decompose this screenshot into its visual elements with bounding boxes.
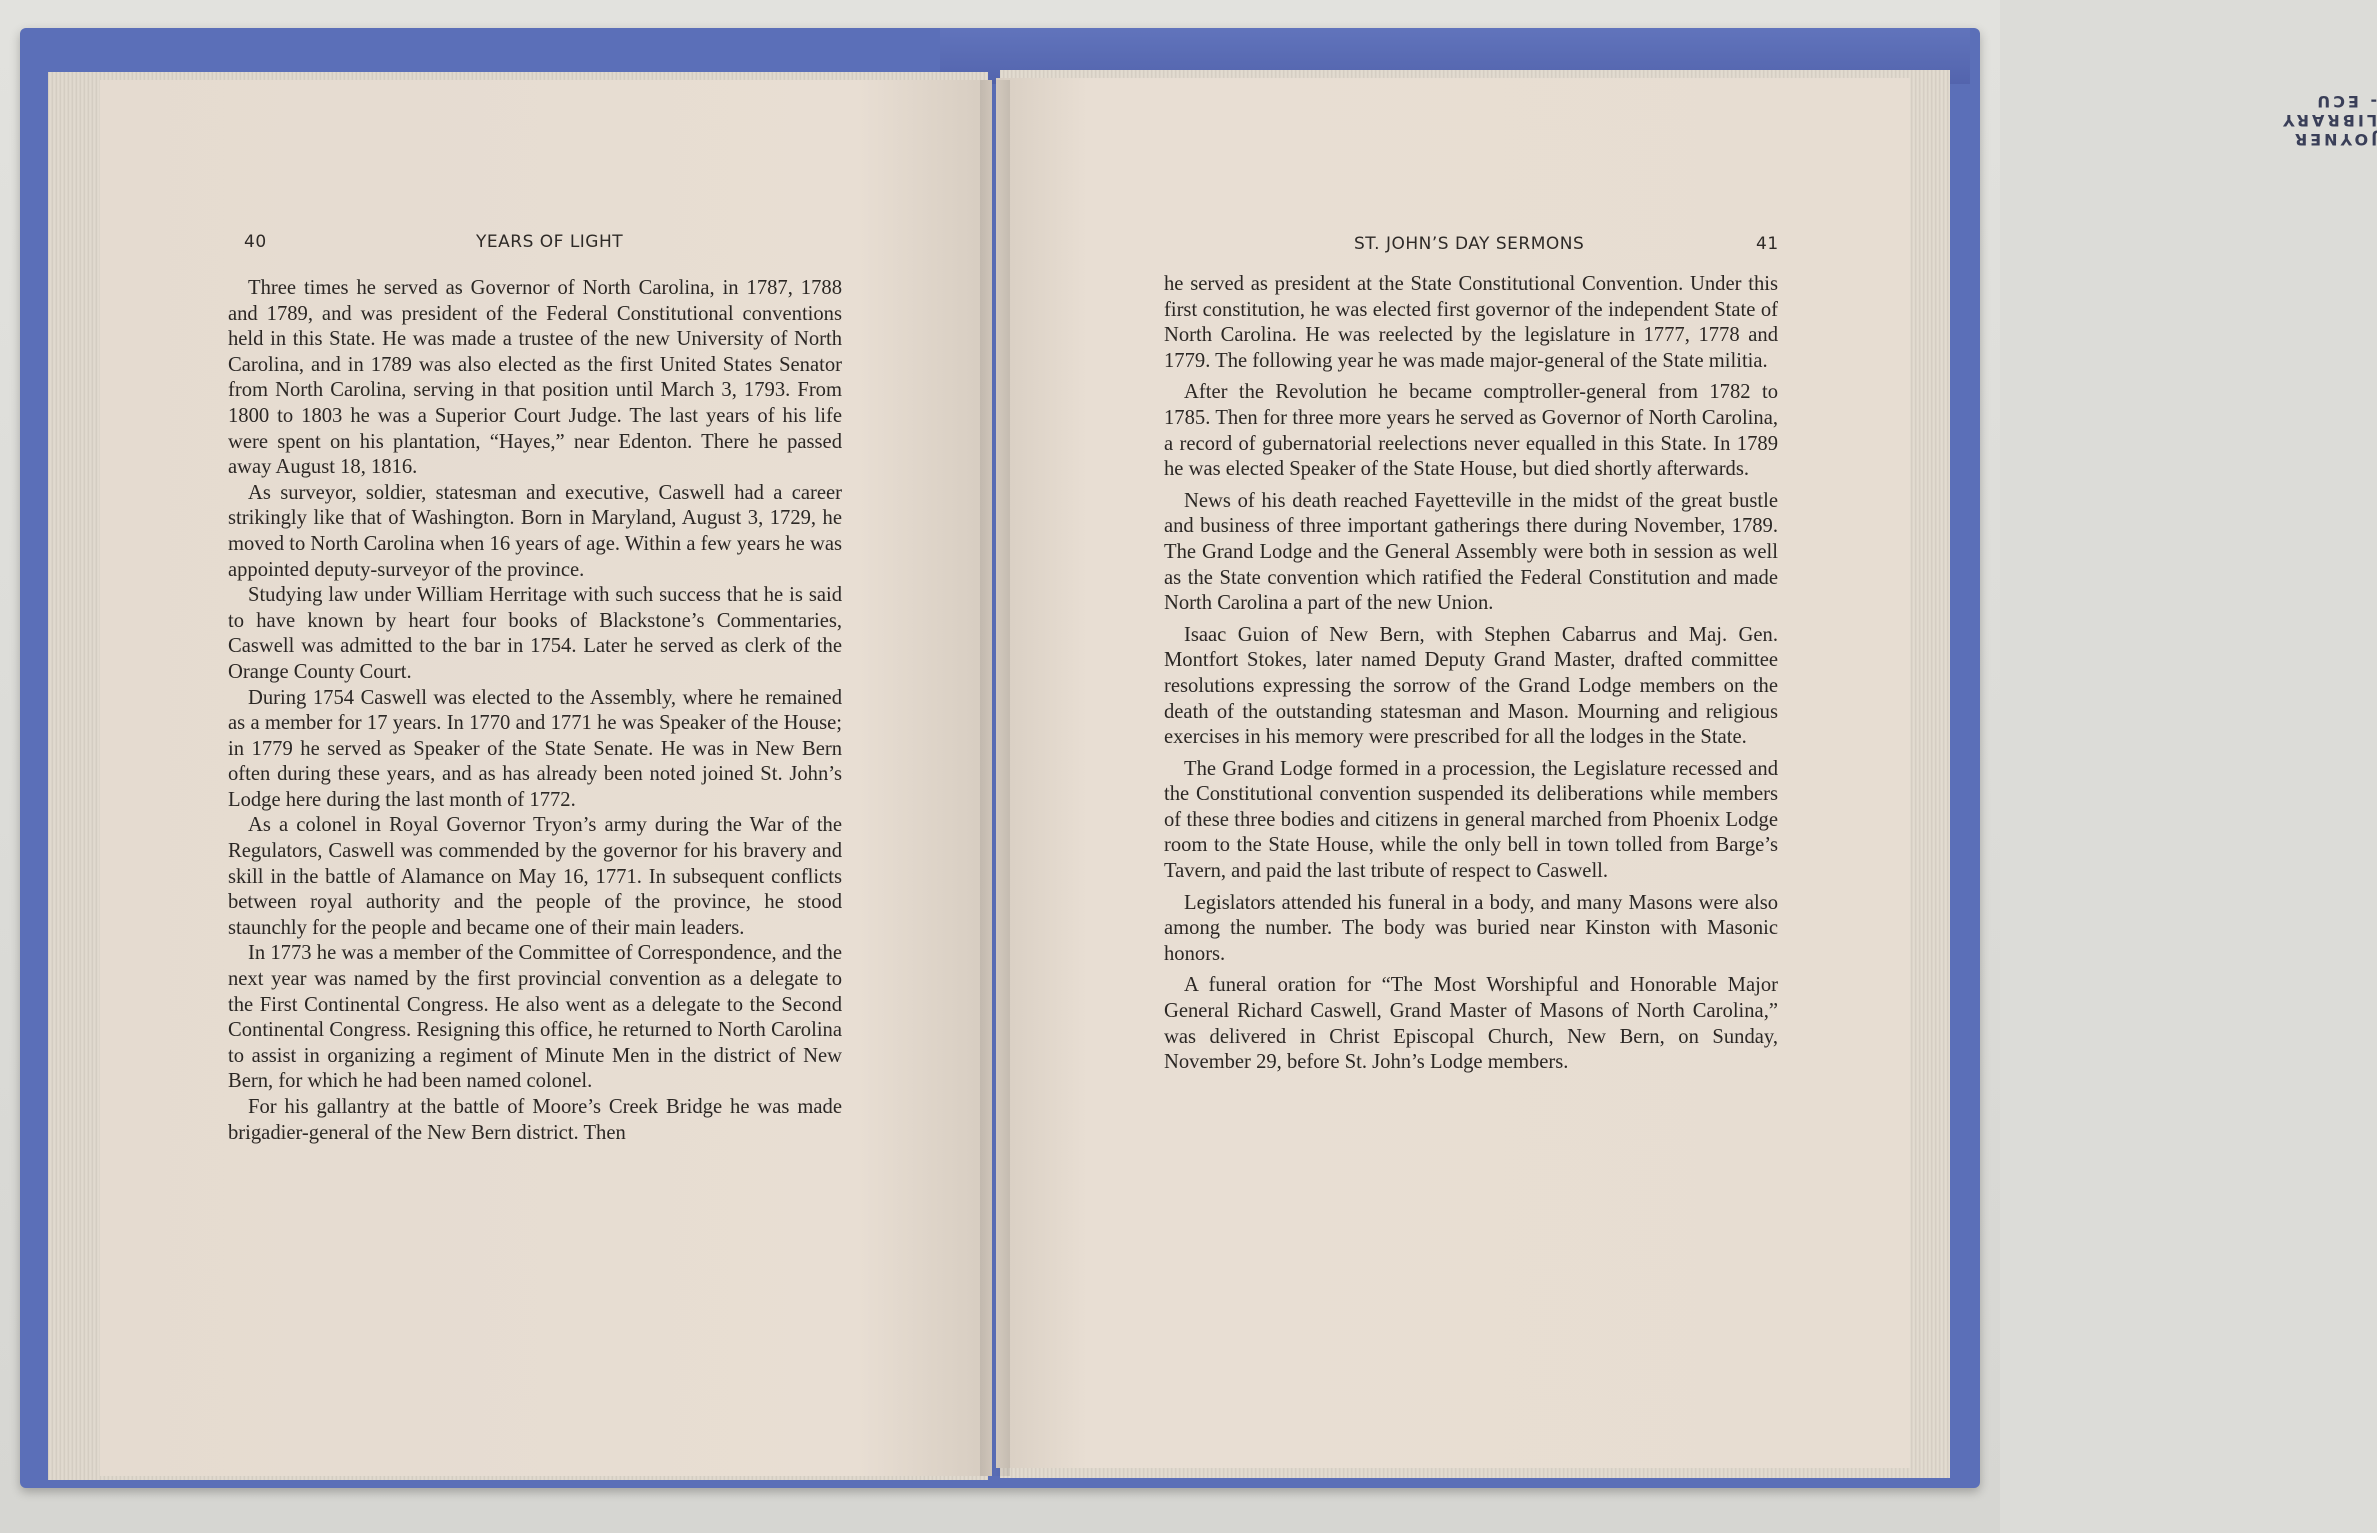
paragraph: As surveyor, soldier, statesman and executive, Caswell had a career strikingly like that of Washington. Born in Maryland, August 3, 1729, he moved to North Carolina when 16 years of age. Within a few years he was appointed deputy-surveyor of the province. [228,481,842,581]
right-page [996,78,1910,1468]
paragraph: he served as president at the State Constitutional Convention. Under this first constitution, he was elected first governor of the independent State of North Carolina. He was reelected by the legislature in 1777, 1778 and 1779. The following year he was made major-general of the State militia. [1164,273,1778,372]
left-page-body [228,276,842,1146]
paragraph: Three times he served as Governor of North Carolina, in 1787, 1788 and 1789, and was president of the Federal Constitutional conventions held in this State. He was made a trustee of the new University of North Carolina, and in 1789 was also elected as the first United States Senator from North Carolina, serving in that position until March 3, 1793. From 1800 to 1803 he was a Superior Court Judge. The last years of his life were spent on his plantation, “Hayes,” near Edenton. There he passed away August 18, 1816. [228,277,842,479]
right-running-head: ST. JOHN’S DAY SERMONS [1354,234,1585,254]
paragraph: Legislators attended his funeral in a body, and many Masons were also among the number. The body was buried near Kinston with Masonic honors. [1164,891,1778,965]
left-page-number: 40 [244,232,267,252]
paragraph: A funeral oration for “The Most Worshipful and Honorable Major General Richard Caswell, Grand Master of Masons of North Carolina,” was delivered in Christ Episcopal Church, New Bern, on Sunday, November 29, before St. John’s Lodge members. [1164,974,1778,1074]
paragraph: For his gallantry at the battle of Moore’s Creek Bridge he was made brigadier-general of the New Bern district. Then [228,1096,842,1144]
left-running-head: YEARS OF LIGHT [476,232,624,252]
left-page [100,80,992,1476]
paragraph: The Grand Lodge formed in a procession, the Legislature recessed and the Constitutional convention suspended its deliberations while members of these three bodies and citizens in general marched from Phoenix Lodge room to the State House, while the only bell in town tolled from Barge’s Tavern, and paid the last tribute of respect to Caswell. [1164,757,1778,883]
right-page-body [1164,272,1778,1076]
book-gutter [980,80,1010,1476]
paragraph: After the Revolution he became comptroller-general from 1782 to 1785. Then for three more years he served as Governor of North Carolina, a record of gubernatorial reelections never equalled in this State. In 1789 he was elected Speaker of the State House, but died shortly afterwards. [1164,381,1778,481]
paragraph: Studying law under William Herritage with such success that he is said to have known by heart four books of Blackstone’s Commentaries, Caswell was admitted to the bar in 1754. Later he served as clerk of the Orange County Court. [228,584,842,683]
spine-library-label: JOYNER LIBRARY - ECU [2280,92,2377,149]
paragraph: In 1773 he was a member of the Committee of Correspondence, and the next year was named by the first provincial convention as a delegate to the First Continental Congress. He also went as a delegate to the Second Continental Congress. Resigning this office, he returned to North Carolina to assist in organizing a regiment of Minute Men in the district of New Bern, for which he had been named colonel. [228,942,842,1093]
paragraph: News of his death reached Fayetteville in the midst of the great bustle and business of three important gatherings there during November, 1789. The Grand Lodge and the General Assembly were both in session as well as the State convention which ratified the Federal Constitution and made North Carolina a part of the new Union. [1164,489,1778,615]
paragraph: As a colonel in Royal Governor Tryon’s army during the War of the Regulators, Caswell was commended by the governor for his bravery and skill in the battle of Alamance on May 16, 1771. In subsequent conflicts between royal authority and the people of the province, he stood staunchly for the people and became one of their main leaders. [228,814,842,939]
paragraph: During 1754 Caswell was elected to the Assembly, where he remained as a member for 17 years. In 1770 and 1771 he was Speaker of the House; in 1779 he served as Speaker of the State Senate. He was in New Bern often during these years, and as has already been noted joined St. John’s Lodge here during the last month of 1772. [228,686,842,811]
paragraph: Isaac Guion of New Bern, with Stephen Cabarrus and Maj. Gen. Montfort Stokes, later named Deputy Grand Master, drafted committee resolutions expressing the sorrow of the Grand Lodge members on the death of the outstanding statesman and Mason. Mourning and religious exercises in his memory were prescribed for all the lodges in the State. [1164,623,1778,749]
right-page-number: 41 [1756,234,1779,254]
